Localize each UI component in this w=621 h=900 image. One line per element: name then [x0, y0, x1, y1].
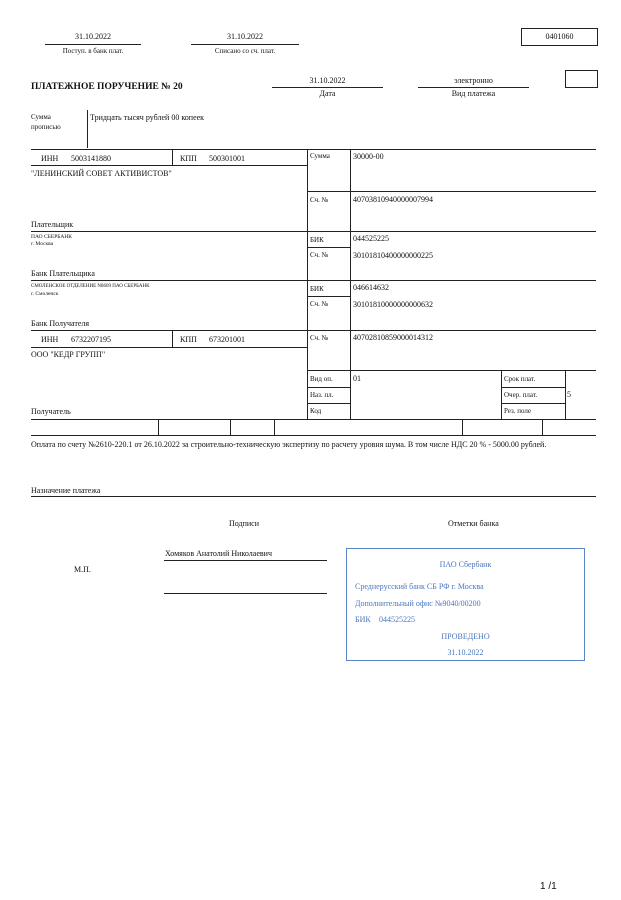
divider — [158, 419, 159, 435]
divider — [230, 419, 231, 435]
term-label: Срок плат. — [504, 375, 536, 383]
divider — [164, 593, 327, 594]
divider — [31, 496, 596, 497]
divider — [565, 370, 566, 419]
divider — [501, 387, 565, 388]
payee-bik-label: БИК — [310, 285, 324, 293]
divider — [45, 44, 141, 45]
signatures-label: Подписи — [229, 519, 260, 528]
code-label: Код — [310, 407, 322, 415]
divider — [87, 110, 88, 148]
op-type-label: Вид оп. — [310, 375, 333, 383]
reserve-label: Рез. поле — [504, 407, 532, 415]
payer-kpp: 500301001 — [209, 154, 245, 163]
divider — [542, 419, 543, 435]
divider — [350, 149, 351, 419]
payer-bank-name: ПАО СБЕРБАНК — [31, 234, 72, 240]
divider — [418, 87, 529, 88]
payee-inn: 6732207195 — [71, 335, 111, 344]
divider — [307, 296, 350, 297]
bank-marks-label: Отметки банка — [448, 519, 499, 528]
order-label: Очер. плат. — [504, 391, 538, 399]
divider — [172, 149, 173, 165]
divider — [307, 191, 596, 192]
payer-corr-account: 30101810400000000225 — [353, 251, 433, 260]
stamp-office: Дополнительный офис №9040/00200 — [355, 599, 481, 608]
stamp-bank: ПАО Сбербанк — [439, 560, 492, 569]
divider — [164, 560, 327, 561]
payee-account: 40702810859000014312 — [353, 333, 433, 342]
divider — [462, 419, 463, 435]
stamp-branch: Среднерусский банк СБ РФ г. Москва — [355, 582, 484, 591]
stamp-date: 31.10.2022 — [447, 648, 484, 657]
order-code-box — [565, 70, 598, 88]
divider — [31, 231, 596, 232]
bank-receipt-date: 31.10.2022 — [75, 32, 111, 41]
divider — [31, 280, 596, 281]
op-type: 01 — [353, 374, 361, 383]
payee-bank-name: СМОЛЕНСКОЕ ОТДЕЛЕНИЕ N8609 ПАО СБЕРБАНК — [31, 284, 150, 289]
divider — [307, 149, 308, 419]
payee-corr-label: Сч. № — [310, 300, 329, 308]
signer-name: Хомяков Анатолий Николаевич — [165, 549, 272, 558]
divider — [31, 330, 596, 331]
order-date: 31.10.2022 — [309, 76, 346, 85]
form-code: 0401060 — [521, 28, 598, 46]
seal-label: М.П. — [74, 565, 91, 574]
divider — [31, 435, 596, 436]
divider — [31, 419, 596, 420]
payer-inn: 5003141880 — [71, 154, 111, 163]
divider — [172, 330, 173, 347]
purpose-label: Назначение платежа — [31, 486, 101, 495]
payer-bank-label: Банк Плательщика — [31, 269, 95, 278]
amount-label: Сумма — [310, 152, 330, 160]
amount-words-label: Сумма прописью — [31, 113, 61, 131]
purpose-code-label: Наз. пл. — [310, 391, 334, 399]
divider — [307, 387, 350, 388]
payee-inn-label: ИНН — [41, 335, 59, 344]
payer-bik-label: БИК — [310, 236, 324, 244]
divider — [307, 403, 350, 404]
divider — [307, 247, 350, 248]
payer-name: "ЛЕНИНСКИЙ СОВЕТ АКТИВИСТОВ" — [31, 169, 172, 178]
divider — [31, 149, 596, 150]
payee-kpp-label: КПП — [180, 335, 197, 344]
payee-account-label: Сч. № — [310, 334, 329, 342]
payer-bik: 044525225 — [353, 234, 389, 243]
bank-receipt-label: Поступ. в банк плат. — [62, 47, 124, 55]
divider — [31, 165, 307, 166]
divider — [272, 87, 383, 88]
stamp-bik: 044525225 — [379, 615, 415, 624]
payment-type-label: Вид платежа — [451, 89, 496, 98]
debit-date: 31.10.2022 — [227, 32, 263, 41]
amount-value: 30000-00 — [353, 152, 384, 161]
payer-account-label: Сч. № — [310, 196, 329, 204]
payee-kpp: 673201001 — [209, 335, 245, 344]
payee-corr-account: 30101810000000000632 — [353, 300, 433, 309]
payment-type: электронно — [454, 76, 493, 85]
payee-bik: 046614632 — [353, 283, 389, 292]
debit-label: Списано со сч. плат. — [214, 47, 276, 55]
payee-label: Получатель — [31, 407, 71, 416]
divider — [31, 347, 307, 348]
payer-kpp-label: КПП — [180, 154, 197, 163]
page-number: 1 /1 — [540, 881, 557, 892]
divider — [501, 403, 565, 404]
order-date-label: Дата — [319, 89, 336, 98]
purpose-text: Оплата по счету №2610-220.1 от 26.10.2022 за строительно-техническую экспертизу по расчету уровня шума. В том числе НДС 20 % - 5000.00 рублей. — [31, 440, 547, 449]
stamp-bik-label: БИК — [355, 615, 371, 624]
divider — [307, 370, 596, 371]
payee-name: ООО "КЕДР ГРУПП" — [31, 350, 106, 359]
amount-words: Тридцать тысяч рублей 00 копеек — [90, 113, 205, 122]
order-value: 5 — [567, 390, 571, 399]
payer-inn-label: ИНН — [41, 154, 59, 163]
bank-stamp — [346, 548, 585, 661]
payer-bank-city: г. Москва — [31, 241, 54, 247]
payer-label: Плательщик — [31, 220, 74, 229]
payer-corr-label: Сч. № — [310, 251, 329, 259]
payee-bank-label: Банк Получателя — [31, 319, 90, 328]
payer-account: 40703810940000007994 — [353, 195, 433, 204]
stamp-status: ПРОВЕДЕНО — [441, 632, 490, 641]
order-title: ПЛАТЕЖНОЕ ПОРУЧЕНИЕ № 20 — [31, 82, 183, 92]
divider — [501, 370, 502, 419]
divider — [274, 419, 275, 435]
divider — [191, 44, 299, 45]
payee-bank-city: г. Смоленск — [31, 291, 59, 297]
